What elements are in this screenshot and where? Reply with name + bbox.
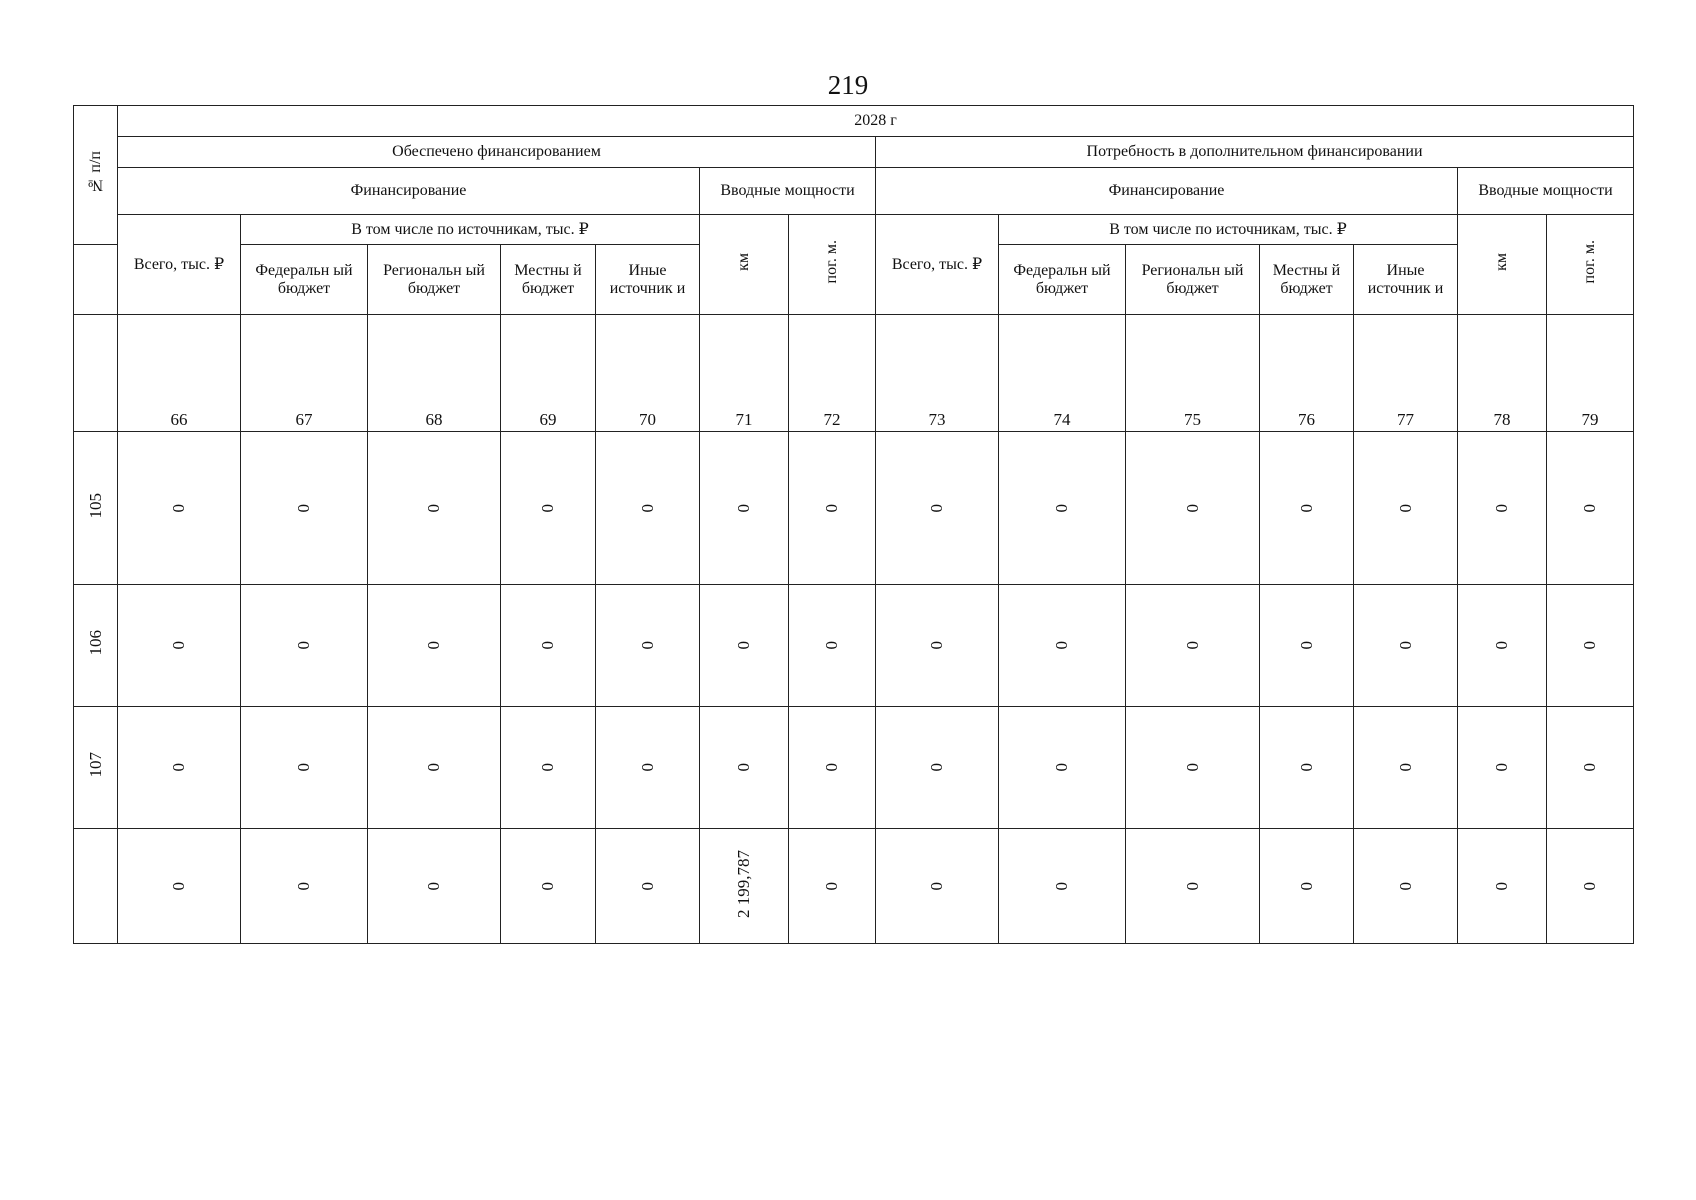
cell-value: 0 — [734, 503, 753, 512]
column-number-cell — [74, 315, 118, 432]
value-cell — [1458, 829, 1547, 944]
value-cell — [501, 829, 596, 944]
value-cell — [876, 432, 999, 585]
column-number: 71 — [700, 315, 789, 432]
cell-value: 0 — [1182, 503, 1202, 512]
federal-header: Федеральн ый бюджет — [999, 245, 1126, 315]
cell-value: 0 — [1580, 503, 1600, 512]
value-cell — [999, 707, 1126, 829]
value-cell — [1126, 829, 1260, 944]
value-cell — [118, 585, 241, 707]
cell-value: 0 — [1395, 641, 1415, 650]
column-number: 70 — [596, 315, 700, 432]
value-cell — [368, 585, 501, 707]
value-cell — [1126, 707, 1260, 829]
column-number: 68 — [368, 315, 501, 432]
cell-value: 0 — [637, 881, 657, 890]
row-number-cell — [74, 432, 118, 585]
cell-value: 0 — [169, 881, 188, 890]
financing-header: Финансирование — [118, 168, 700, 215]
value-cell — [596, 432, 700, 585]
cell-value: 0 — [637, 763, 657, 772]
cell-value: 0 — [927, 641, 946, 650]
value-cell — [700, 707, 789, 829]
cell-value: 0 — [1580, 763, 1600, 772]
rownum-header: № п/п — [86, 151, 104, 194]
column-number: 74 — [999, 315, 1126, 432]
cell-value: 0 — [169, 763, 188, 772]
row-number-cell — [74, 707, 118, 829]
table-row — [74, 432, 1634, 585]
value-cell — [700, 432, 789, 585]
cell-value: 0 — [1492, 763, 1511, 772]
column-number: 66 — [118, 315, 241, 432]
cell-value: 0 — [1052, 641, 1071, 650]
table-row — [74, 829, 1634, 944]
value-cell — [999, 432, 1126, 585]
cell-value: 0 — [734, 763, 753, 772]
value-cell — [1547, 829, 1634, 944]
capacity-header: Вводные мощности — [700, 168, 876, 215]
cell-value: 0 — [294, 503, 313, 512]
value-cell — [1547, 707, 1634, 829]
cell-value: 0 — [1296, 641, 1316, 650]
value-cell — [1260, 432, 1354, 585]
cell-value: 0 — [1492, 881, 1511, 890]
value-cell — [368, 829, 501, 944]
value-cell — [241, 707, 368, 829]
cell-value: 0 — [1182, 641, 1202, 650]
cell-value: 0 — [1492, 503, 1511, 512]
cell-value: 0 — [294, 881, 313, 890]
value-cell — [700, 829, 789, 944]
sources-header: В том числе по источникам, тыс. ₽ — [241, 215, 700, 245]
cell-value: 0 — [294, 641, 313, 650]
financing-header: Финансирование — [876, 168, 1458, 215]
cell-value: 0 — [822, 763, 841, 772]
km-header: км — [700, 215, 789, 315]
cell-value: 0 — [538, 881, 557, 890]
row-number: 107 — [85, 752, 105, 778]
value-cell — [1126, 585, 1260, 707]
cell-value: 0 — [822, 503, 841, 512]
needed-group-header: Потребность в дополнительном финансировании — [876, 137, 1634, 168]
value-cell — [1547, 585, 1634, 707]
column-number: 67 — [241, 315, 368, 432]
cell-value: 0 — [424, 641, 443, 650]
value-cell — [241, 585, 368, 707]
value-cell — [1458, 432, 1547, 585]
cell-value: 0 — [169, 641, 188, 650]
value-cell — [789, 585, 876, 707]
value-cell — [368, 707, 501, 829]
value-cell — [1126, 432, 1260, 585]
total-header: Всего, тыс. ₽ — [876, 215, 999, 315]
column-number: 73 — [876, 315, 999, 432]
cell-value: 0 — [424, 763, 443, 772]
value-cell — [368, 432, 501, 585]
value-cell — [700, 585, 789, 707]
value-cell — [1260, 707, 1354, 829]
cell-value: 2 199,787 — [734, 849, 753, 918]
value-cell — [789, 432, 876, 585]
year-header: 2028 г — [118, 106, 1634, 137]
cell-value: 0 — [538, 503, 557, 512]
financing-table — [73, 105, 1634, 944]
value-cell — [241, 432, 368, 585]
cell-value: 0 — [1580, 641, 1600, 650]
page-number: 219 — [827, 70, 869, 100]
other-header: Иные источник и — [596, 245, 700, 315]
column-number: 79 — [1547, 315, 1634, 432]
cell-value: 0 — [169, 503, 188, 512]
column-number: 76 — [1260, 315, 1354, 432]
local-header: Местны й бюджет — [501, 245, 596, 315]
cell-value: 0 — [1395, 881, 1415, 890]
cell-value: 0 — [538, 763, 557, 772]
value-cell — [999, 829, 1126, 944]
value-cell — [1458, 707, 1547, 829]
regional-header: Региональн ый бюджет — [368, 245, 501, 315]
federal-header: Федеральн ый бюджет — [241, 245, 368, 315]
value-cell — [596, 829, 700, 944]
row-number-cell — [74, 829, 118, 944]
cell-value: 0 — [822, 881, 841, 890]
column-number: 75 — [1126, 315, 1260, 432]
column-number: 72 — [789, 315, 876, 432]
value-cell — [1260, 829, 1354, 944]
pog-m-header: пог. м. — [789, 215, 876, 315]
cell-value: 0 — [294, 763, 313, 772]
value-cell — [1354, 432, 1458, 585]
secured-group-header: Обеспечено финансированием — [118, 137, 876, 168]
other-header: Иные источник и — [1354, 245, 1458, 315]
value-cell — [999, 585, 1126, 707]
row-number: 105 — [85, 492, 105, 519]
cell-value: 0 — [424, 503, 443, 512]
cell-value: 0 — [1052, 763, 1071, 772]
rownum-header-cell — [74, 106, 118, 245]
column-number: 77 — [1354, 315, 1458, 432]
value-cell — [1354, 829, 1458, 944]
value-cell — [876, 829, 999, 944]
cell-value: 0 — [1296, 881, 1316, 890]
value-cell — [118, 432, 241, 585]
regional-header: Региональн ый бюджет — [1126, 245, 1260, 315]
column-number: 78 — [1458, 315, 1547, 432]
cell-value: 0 — [1296, 503, 1316, 512]
cell-value: 0 — [822, 641, 841, 650]
cell-value: 0 — [1395, 503, 1415, 512]
capacity-header: Вводные мощности — [1458, 168, 1634, 215]
value-cell — [1260, 585, 1354, 707]
cell-value: 0 — [1580, 881, 1600, 890]
value-cell — [1547, 432, 1634, 585]
value-cell — [1458, 585, 1547, 707]
value-cell — [596, 707, 700, 829]
sources-header: В том числе по источникам, тыс. ₽ — [999, 215, 1458, 245]
value-cell — [118, 829, 241, 944]
column-number: 69 — [501, 315, 596, 432]
cell-value: 0 — [1182, 763, 1202, 772]
cell-value: 0 — [927, 763, 946, 772]
cell-value: 0 — [424, 881, 443, 890]
value-cell — [1354, 707, 1458, 829]
value-cell — [876, 707, 999, 829]
table-row — [74, 707, 1634, 829]
value-cell — [501, 432, 596, 585]
value-cell — [501, 707, 596, 829]
value-cell — [1354, 585, 1458, 707]
table-row — [74, 585, 1634, 707]
cell-value: 0 — [538, 641, 557, 650]
value-cell — [596, 585, 700, 707]
cell-value: 0 — [1395, 763, 1415, 772]
row-number: 106 — [85, 630, 105, 656]
value-cell — [118, 707, 241, 829]
value-cell — [789, 829, 876, 944]
cell-value: 0 — [1052, 503, 1071, 512]
local-header: Местны й бюджет — [1260, 245, 1354, 315]
cell-value: 0 — [1296, 763, 1316, 772]
cell-value: 0 — [1182, 881, 1202, 890]
cell-value: 0 — [734, 641, 753, 650]
cell-value: 0 — [927, 503, 946, 512]
km-header: км — [1458, 215, 1547, 315]
value-cell — [241, 829, 368, 944]
cell-value: 0 — [637, 641, 657, 650]
cell-value: 0 — [1492, 641, 1511, 650]
column-number-row — [74, 315, 1634, 432]
pog-m-header: пог. м. — [1547, 215, 1634, 315]
value-cell — [501, 585, 596, 707]
empty-header-cell — [74, 245, 118, 315]
cell-value: 0 — [637, 503, 657, 512]
total-header: Всего, тыс. ₽ — [118, 215, 241, 315]
value-cell — [789, 707, 876, 829]
cell-value: 0 — [927, 881, 946, 890]
value-cell — [876, 585, 999, 707]
row-number-cell — [74, 585, 118, 707]
cell-value: 0 — [1052, 881, 1071, 890]
